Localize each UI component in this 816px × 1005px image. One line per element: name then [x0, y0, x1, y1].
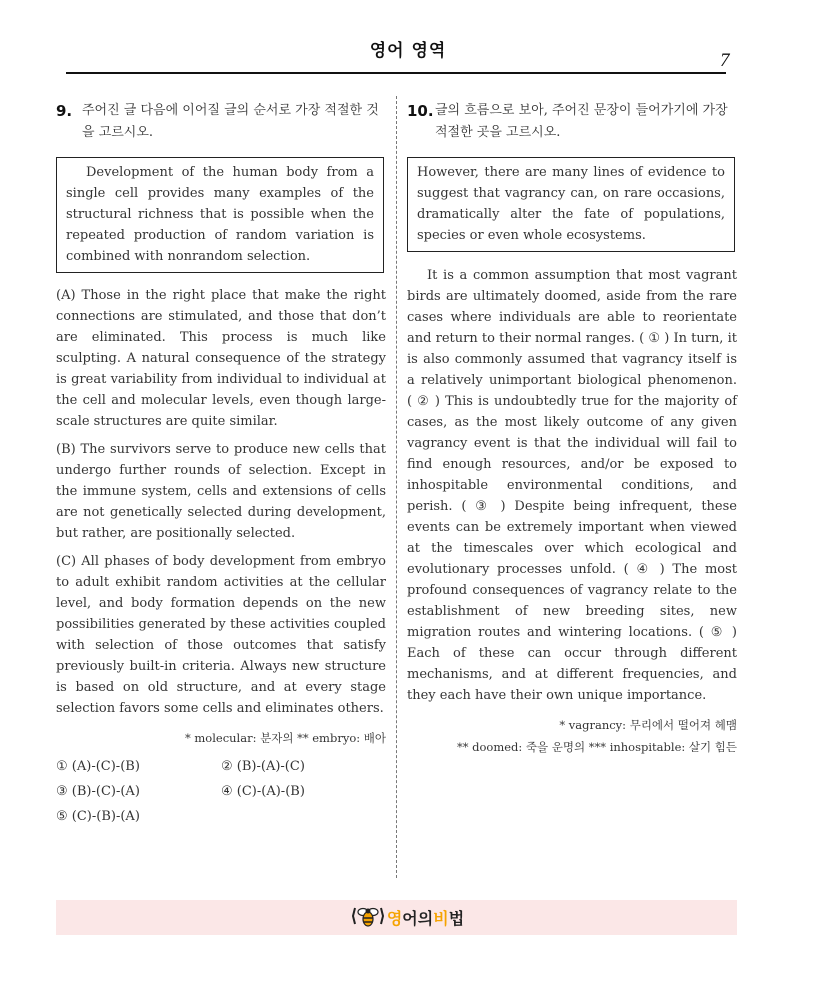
question-9-choices [56, 754, 386, 829]
column-divider [396, 96, 397, 878]
question-10-footnote-1: * vagrancy: 무리에서 떨어져 헤맴 [559, 718, 737, 732]
question-10-passage: It is a common assumption that most vagrant birds are ultimately doomed, aside from the rare cases where individuals are able to reorientate and return to their normal ranges. ( ① ) In turn, it is also commonly assumed that vagrancy itself is a relatively unimportant biological phenomenon. ( ② ) This is undoubtedly true for the majority of cases, as the most likely outcome of any given vagrancy event is that the individual will fail to find enough resources, and/or be exposed to inhospitable environmental conditions, and perish. ( ③ ) Despite being infrequent, these events can be extremely important when viewed at the timescales over which ecological and evolutionary processes unfold. ( ④ ) The most profound consequences of vagrancy relate to the establishment of new breeding sites, new migration routes and wintering locations. ( ⑤ ) Each of these can occur through different mechanisms, and at different frequencies, and they each have their own unique importance. [407, 268, 737, 703]
question-10-instruction: 글의 흐름으로 보아, 주어진 문장이 들어가기에 가장 적절한 곳을 고르시오. [435, 103, 728, 140]
question-10 [407, 100, 737, 758]
question-9 [56, 100, 386, 829]
publisher-logo [0, 905, 816, 930]
question-9-given-text-box [56, 157, 384, 273]
page-title: 영어 영역 [369, 41, 447, 61]
question-10-given-sentence: However, there are many lines of evidence to suggest that vagrancy can, on rare occasions, dramatically alter the fate of populations, species or even whole ecosystems. [417, 165, 725, 243]
header-divider [66, 72, 726, 74]
question-10-footnote-2: ** doomed: 죽을 운명의 *** inhospitable: 살기 힘든 [456, 740, 737, 754]
question-10-given-sentence-box [407, 157, 735, 252]
question-10-number: 10. [407, 102, 434, 120]
bee-icon [352, 904, 384, 932]
question-9-number: 9. [56, 102, 73, 120]
page-number: 7 [720, 50, 730, 71]
paragraph-c: (C) All phases of body development from embryo to adult exhibit random activities at the cellular level, and body formation depends on the new possibilities generated by these activities coupled with selection of those outcomes that satisfy previously built-in criteria. Always new structure is based on old structure, and at every stage selection favors some cells and eliminates others. [56, 554, 386, 716]
choice-5[interactable]: ⑤ (C)-(B)-(A) [56, 809, 140, 824]
question-9-instruction: 주어진 글 다음에 이어질 글의 순서로 가장 적절한 것을 고르시오. [82, 103, 379, 140]
paragraph-a: (A) Those in the right place that make the right connections are stimulated, and those that don’t are eliminated. This process is much like sculpting. A natural consequence of the strategy is great variability from individual to individual at the cell and molecular levels, even though large-scale structures are quite similar. [56, 288, 386, 429]
choice-2[interactable]: ② (B)-(A)-(C) [221, 759, 305, 774]
paragraph-b: (B) The survivors serve to produce new cells that undergo further rounds of selection. Except in the immune system, cells and extensions of cells are not genetically selected during development, but rather, are positionally selected. [56, 442, 386, 541]
choice-3[interactable]: ③ (B)-(C)-(A) [56, 784, 140, 799]
question-10-header [407, 100, 737, 144]
question-9-footnote: * molecular: 분자의 ** embryo: 배아 [184, 731, 386, 745]
question-9-given-text: Development of the human body from a single cell provides many examples of the structural richness that is possible when the repeated production of random variation is combined with nonrandom selection. [66, 165, 374, 264]
choice-4[interactable]: ④ (C)-(A)-(B) [221, 784, 305, 799]
logo-text: 영어의비법 [386, 909, 465, 928]
question-9-header [56, 100, 386, 144]
choice-1[interactable]: ① (A)-(C)-(B) [56, 759, 140, 774]
